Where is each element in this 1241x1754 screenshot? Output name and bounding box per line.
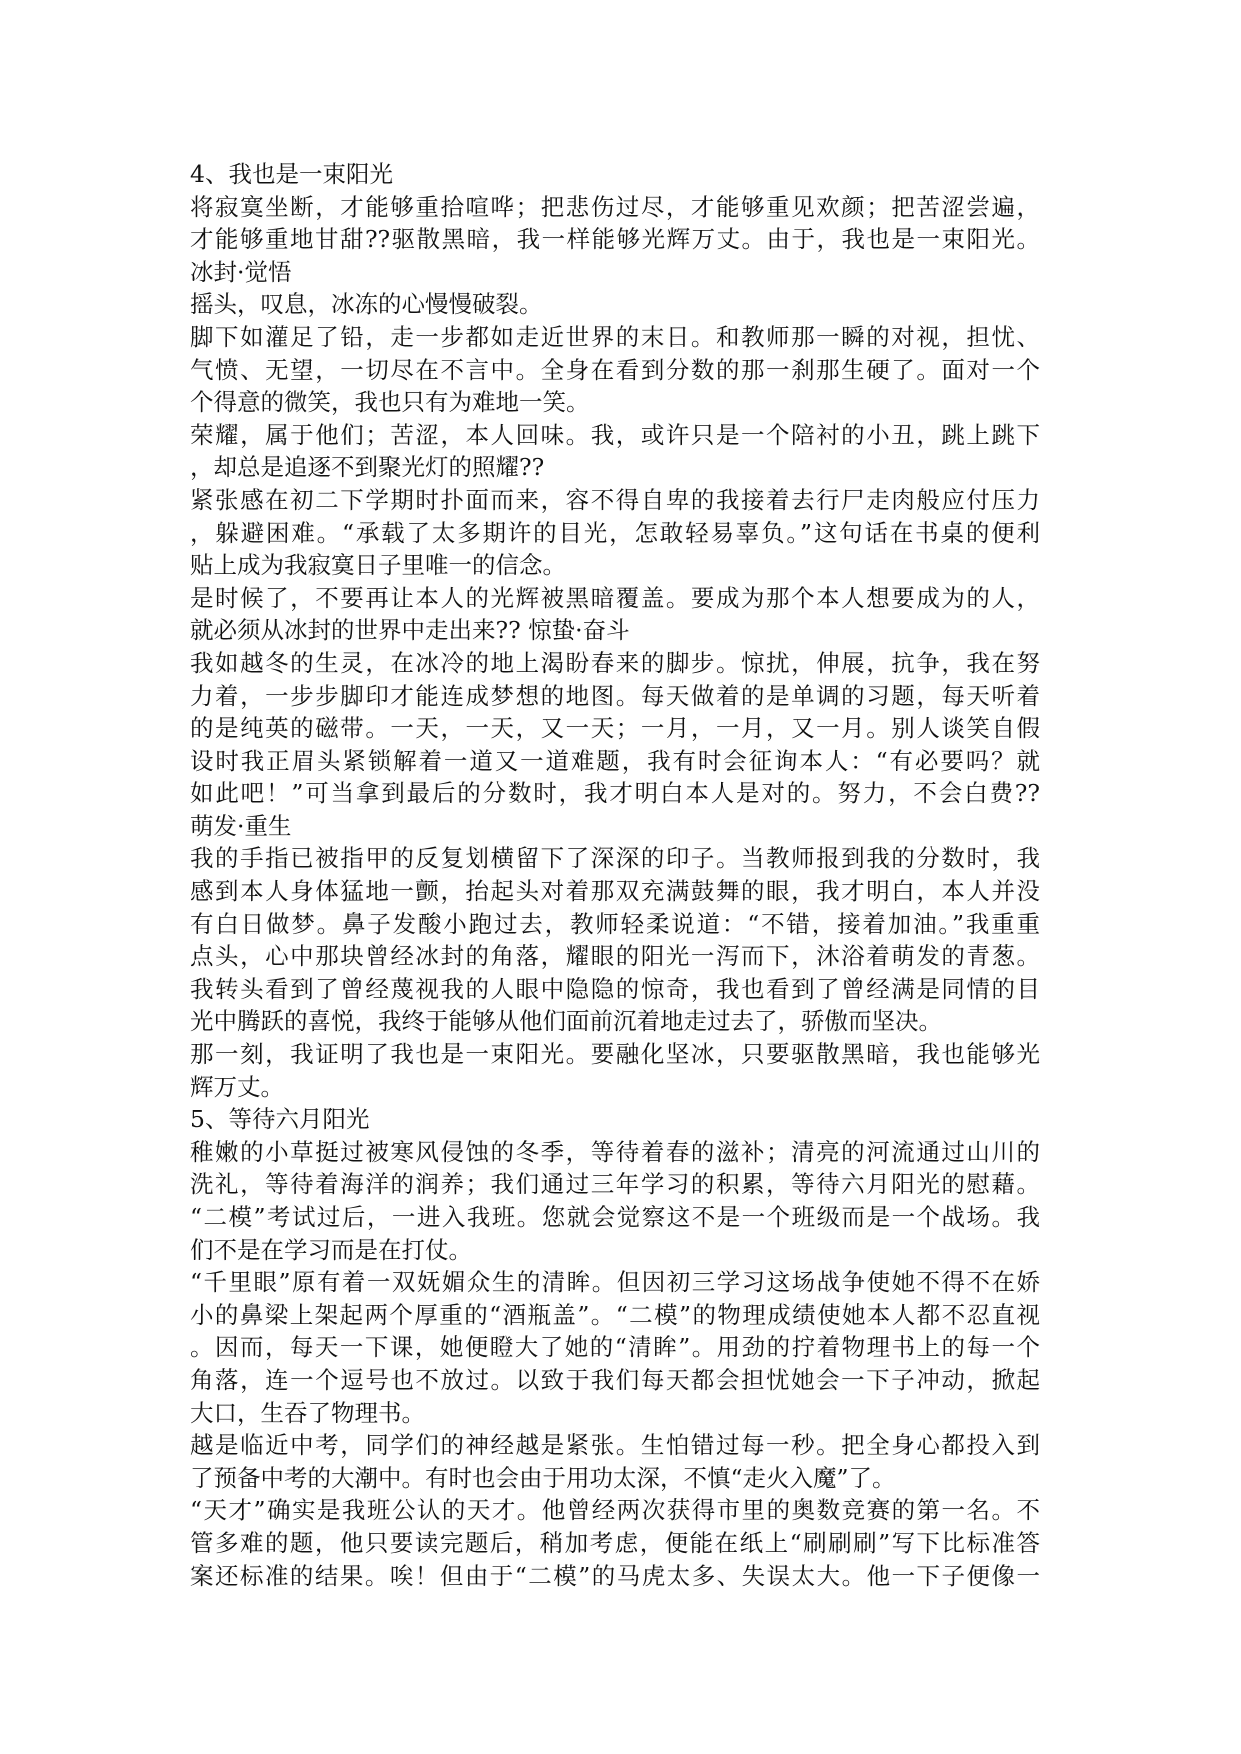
text-line: 案还标准的结果。唉！但由于“二模”的马虎太多、失误太大。他一下子便像一 <box>190 1561 1040 1590</box>
text-line: “千里眼”原有着一双妩媚众生的清眸。但因初三学习这场战争使她不得不在娇 <box>190 1268 1040 1297</box>
text-line: 力着，一步步脚印才能连成梦想的地图。每天做着的是单调的习题，每天听着 <box>190 681 1040 710</box>
text-line: “天才”确实是我班公认的天才。他曾经两次获得市里的奥数竞赛的第一名。不 <box>190 1496 1040 1525</box>
text-line: 是时候了，不要再让本人的光辉被黑暗覆盖。要成为那个本人想要成为的人， <box>190 583 1040 612</box>
text-line: 光中腾跃的喜悦，我终于能够从他们面前沉着地走过去了，骄傲而坚决。 <box>190 1007 942 1036</box>
text-line: “二模”考试过后，一进入我班。您就会觉察这不是一个班级而是一个战场。我 <box>190 1203 1040 1231</box>
text-line: 们不是在学习而是在打仗。 <box>190 1235 472 1264</box>
text-line: 摇头，叹息，冰冻的心慢慢破裂。 <box>190 290 543 319</box>
text-line: ，躲避困难。“承载了太多期许的目光，怎敢轻易辜负。”这句话在书桌的便利 <box>190 518 1040 547</box>
text-line: 大口，生吞了物理书。 <box>190 1398 425 1427</box>
text-line: 我如越冬的生灵，在冰冷的地上渴盼春来的脚步。惊扰，伸展，抗争，我在努 <box>190 648 1040 677</box>
document-page <box>190 158 1040 1592</box>
text-line: 个得意的微笑，我也只有为难地一笑。 <box>190 388 590 417</box>
text-line: 才能够重地甘甜??驱散黑暗，我一样能够光辉万丈。由于，我也是一束阳光。 <box>190 225 1040 254</box>
text-line: 点头，心中那块曾经冰封的角落，耀眼的阳光一泻而下，沐浴着萌发的青葱。 <box>190 942 1040 971</box>
text-line: 了预备中考的大潮中。有时也会由于用功太深，不慎“走火入魔”了。 <box>190 1463 896 1492</box>
text-line: 有白日做梦。鼻子发酸小跑过去，教师轻柔说道：“不错，接着加油。”我重重 <box>190 909 1040 938</box>
text-line: 辉万丈。 <box>190 1072 284 1101</box>
text-line: 稚嫩的小草挺过被寒风侵蚀的冬季，等待着春的滋补；清亮的河流通过山川的 <box>190 1137 1040 1166</box>
text-line: 设时我正眉头紧锁解着一道又一道难题，我有时会征询本人：“有必要吗？就 <box>190 746 1040 775</box>
text-line: 5、等待六月阳光 <box>190 1105 370 1134</box>
text-line: 4、我也是一束阳光 <box>190 160 393 188</box>
text-line: 冰封·觉悟 <box>190 257 292 286</box>
text-line: 我转头看到了曾经蔑视我的人眼中隐隐的惊奇，我也看到了曾经满是同情的目 <box>190 974 1040 1003</box>
text-line: 气愤、无望，一切尽在不言中。全身在看到分数的那一刹那生硬了。面对一个 <box>190 355 1040 384</box>
text-line: 。因而，每天一下课，她便瞪大了她的“清眸”。用劲的拧着物理书上的每一个 <box>190 1333 1040 1362</box>
text-line: 那一刻，我证明了我也是一束阳光。要融化坚冰，只要驱散黑暗，我也能够光 <box>190 1040 1040 1069</box>
text-line: 我的手指已被指甲的反复划横留下了深深的印子。当教师报到我的分数时，我 <box>190 844 1040 873</box>
text-line: 荣耀，属于他们；苦涩，本人回味。我，或许只是一个陪衬的小丑，跳上跳下 <box>190 420 1040 449</box>
text-line: 的是纯英的磁带。一天，一天，又一天；一月，一月，又一月。别人谈笑自假 <box>190 714 1040 743</box>
text-line: 角落，连一个逗号也不放过。以致于我们每天都会担忧她会一下子冲动，掀起 <box>190 1365 1040 1394</box>
text-line: 就必须从冰封的世界中走出来?? 惊蛰·奋斗 <box>190 616 630 645</box>
text-line: 紧张感在初二下学期时扑面而来，容不得自卑的我接着去行尸走肉般应付压力 <box>190 485 1040 514</box>
text-line: ，却总是追逐不到聚光灯的照耀?? <box>190 453 545 482</box>
text-line: 感到本人身体猛地一颤，抬起头对着那双充满鼓舞的眼，我才明白，本人并没 <box>190 877 1040 906</box>
text-line: 将寂寞坐断，才能够重拾喧哗；把悲伤过尽，才能够重见欢颜；把苦涩尝遍， <box>190 192 1040 221</box>
text-line: 越是临近中考，同学们的神经越是紧张。生怕错过每一秒。把全身心都投入到 <box>190 1431 1040 1460</box>
text-line: 管多难的题，他只要读完题后，稍加考虑，便能在纸上“刷刷刷”写下比标准答 <box>190 1528 1040 1557</box>
text-line: 萌发·重生 <box>190 811 292 840</box>
text-line: 贴上成为我寂寞日子里唯一的信念。 <box>190 551 566 580</box>
text-line: 小的鼻梁上架起两个厚重的“酒瓶盖”。“二模”的物理成绩使她本人都不忍直视 <box>190 1300 1040 1329</box>
text-line: 脚下如灌足了铅，走一步都如走近世界的末日。和教师那一瞬的对视，担忧、 <box>190 322 1040 351</box>
text-line: 如此吧！”可当拿到最后的分数时，我才明白本人是对的。努力，不会白费?? <box>190 779 1040 808</box>
text-line: 洗礼，等待着海洋的润养；我们通过三年学习的积累，等待六月阳光的慰藉。 <box>190 1170 1040 1199</box>
